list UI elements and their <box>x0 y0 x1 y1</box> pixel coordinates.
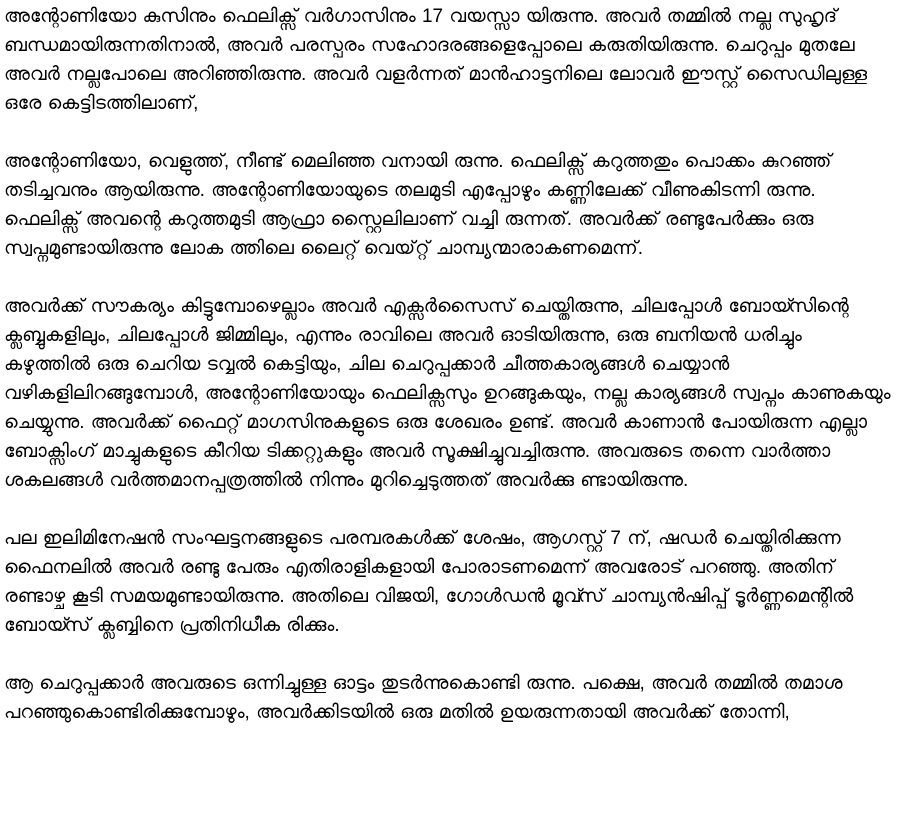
paragraph: പല ഇലിമിനേഷൻ സംഘട്ടനങ്ങളുടെ പരമ്പരകൾക്ക് ശേഷം, ആഗസ്റ്റ് 7 ന്, ഷഡർ ചെയ്തിരിക്കുന്ന ഫൈനലിൽ അവർ രണ്ടു പേരും എതിരാളികളായി പോരാടണമെന്ന് അവരോട് പറഞ്ഞു. അതിന് രണ്ടാഴ്ച കൂടി സമയമുണ്ടായിരുന്നു. അതിലെ വിജയി, ഗോൾഡൻ മൂവ്സ് ചാമ്പ്യൻഷിപ്പ് ടൂർണ്ണമെന്റിൽ ബോയ്സ് ക്ലബ്ബിനെ പ്രതിനിധീക രിക്കും. <box>4 528 854 636</box>
document-body <box>4 2 894 727</box>
paragraph: അന്റോണിയോ കുസിനും ഫെലിക്സ് വർഗാസിനും 17 വയസ്സാ യിരുന്നു. അവർ തമ്മിൽ നല്ല സുഹൃദ് ബന്ധമായിരുന്നതിനാൽ, അവർ പരസ്പരം സഹോദരങ്ങളെപ്പോലെ കരുതിയിരുന്നു. ചെറുപ്പം മുതലേ അവർ നല്ലപോലെ അറിഞ്ഞിരുന്നു. അവർ വളർന്നത് മാൻഹാട്ടനിലെ ലോവർ ഈസ്റ്റ് സൈഡിലുള്ള ഒരേ കെട്ടിടത്തിലാണ്, <box>4 6 868 114</box>
paragraph: അവർക്ക് സൗകര്യം കിട്ടുമ്പോഴെല്ലാം അവർ എക്സർസൈസ് ചെയ്തിരുന്നു, ചിലപ്പോൾ ബോയ്സിന്റെ ക്ലബ്ബുകളിലും, ചിലപ്പോൾ ജിമ്മിലും, എന്നും രാവിലെ അവർ ഓടിയിരുന്നു, ഒരു ബനിയൻ ധരിച്ചും കഴുത്തിൽ ഒരു ചെറിയ ടവ്വൽ കെട്ടിയും, ചില ചെറുപ്പക്കാർ ചീത്തകാര്യങ്ങൾ ചെയ്യാൻ വഴികളിലിറങ്ങുമ്പോൾ, അന്റോണിയോയും ഫെലിക്സസും ഉറങ്ങുകയും, നല്ല കാര്യങ്ങൾ സ്വപ്നം കാണുകയും ചെയ്യുന്നു. അവർക്ക് ഫൈറ്റ് മാഗസിനുകളുടെ ഒരു ശേഖരം ഉണ്ട്. അവർ കാണാൻ പോയിരുന്ന എല്ലാ ബോക്സിംഗ് മാച്ചുകളുടെ കീറിയ ടിക്കറ്റുകളും അവർ സൂക്ഷിച്ചുവച്ചിരുന്നു. അവരുടെ തന്നെ വാർത്താ ശകലങ്ങൾ വർത്തമാനപ്പത്രത്തിൽ നിന്നും മുറിച്ചെടുത്തത് അവർക്കു ണ്ടായിരുന്നു. <box>4 296 891 491</box>
paragraph: ആ ചെറുപ്പക്കാർ അവരുടെ ഒന്നിച്ചുള്ള ഓട്ടം തുടർന്നുകൊണ്ടി രുന്നു. പക്ഷെ, അവർ തമ്മിൽ തമാശ പറഞ്ഞുകൊണ്ടിരിക്കുമ്പോഴും, അവർക്കിടയിൽ ഒരു മതിൽ ഉയരുന്നതായി അവർക്ക് തോന്നി, <box>4 673 843 723</box>
paragraph: അന്റോണിയോ, വെളുത്ത്, നീണ്ട് മെലിഞ്ഞ വനായി രുന്നു. ഫെലിക്സ് കറുത്തതും പൊക്കം കുറഞ്ഞ് തടിച്ചവനും ആയിരുന്നു. അന്റോണിയോയുടെ തലമുടി എപ്പോഴും കണ്ണിലേക്ക് വീണുകിടന്നി രുന്നു. ഫെലിക്സ് അവന്റെ കറുത്തമുടി ആഫ്രാ സ്റ്റൈലിലാണ് വച്ചി രുന്നത്. അവർക്ക് രണ്ടുപേർക്കും ഒരു സ്വപ്നമുണ്ടായിരുന്നു ലോക ത്തിലെ ലൈറ്റ് വെയ്റ്റ് ചാമ്പ്യന്മാരാകണമെന്ന്. <box>4 151 832 259</box>
